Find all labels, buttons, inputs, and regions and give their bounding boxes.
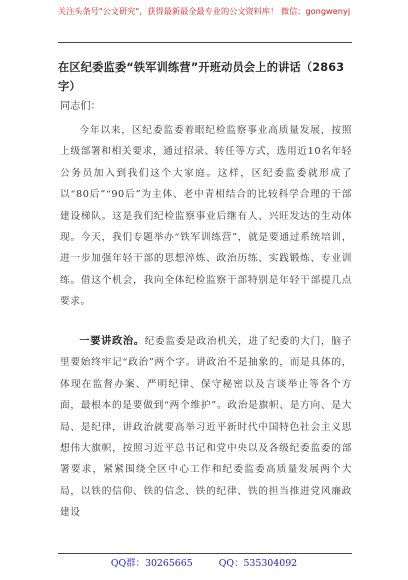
- body-paragraph: 今年以来，区纪委监委着眼纪检监察事业高质量发展，按照上级部署和相关要求，通过招录、转任等方式，选用近10名年轻公务员加入到我们这个大家庭。这样，区纪委监委就形成了以“80后”“90后”为主体、老中青相结合的比较科学合理的干部建设梯队。这是我们纪检监察事业后继有人、兴旺发达的生动体现。今天，我们专题举办“铁军训练营”，就是要通过系统培训，进一步加强年轻干部的思想淬炼、政治历练、实践锻炼、专业训练。借这个机会，我向全体纪检监察干部特别是年轻干部提几点要求。: [60, 125, 352, 308]
- body-paragraph: [60, 331, 352, 524]
- qq-group-number: QQ群：30265665: [110, 558, 193, 569]
- header-divider: [58, 42, 352, 43]
- section-body: 纪委监委是政治机关，进了纪委的大门，脑子里要始终牢记“政治”两个字。讲政治不是抽象的，而是具体的，体现在监督办案、严明纪律、保守秘密以及言谈举止等各个方面，最根本的是要做到“两个维护”。政治是旗帜、是方向、是大局、是纪律，讲政治就要高举习近平新时代中国特色社会主义思想伟大旗帜，按照习近平总书记和党中央以及各级纪委监委的部署要求，紧紧围绕全区中心工作和纪委监委高质量发展两个大局，以铁的信仰、铁的信念、铁的纪律、铁的担当推进党风廉政建设: [60, 336, 352, 519]
- footer: [0, 558, 408, 570]
- document-title: 在区纪委监委“铁军训练营”开班动员会上的讲话（2863字）: [58, 61, 345, 93]
- greeting: 同志们：: [60, 101, 101, 112]
- qq-number: QQ：535304092: [218, 558, 298, 569]
- footer-divider: [58, 553, 352, 554]
- section-heading: 一要讲政治。: [79, 336, 145, 347]
- header-banner: 关注头条号"公文研究"，获得最新最全最专业的公文资料库！ 微信：gongwenyj: [57, 6, 351, 16]
